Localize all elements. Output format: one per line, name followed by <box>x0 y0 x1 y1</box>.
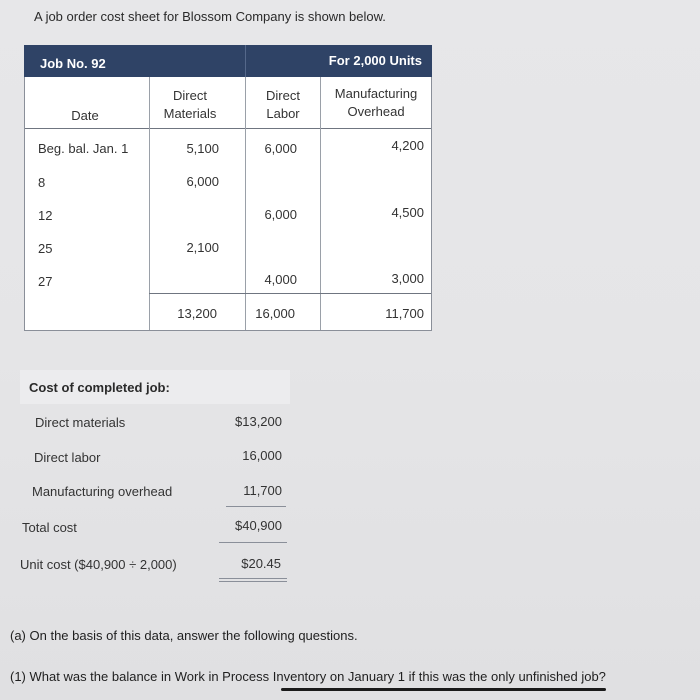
col-header-direct-materials: Direct Materials <box>163 88 217 121</box>
total-dl: 16,000 <box>255 306 295 321</box>
summary-label-total-cost: Total cost <box>22 520 77 535</box>
row-mo: 4,500 <box>391 205 424 220</box>
row-mo: 3,000 <box>391 271 424 286</box>
row-date: 27 <box>38 274 53 289</box>
summary-label-manufacturing-overhead: Manufacturing overhead <box>32 484 173 499</box>
row-dl: 6,000 <box>264 141 297 156</box>
row-dl: 4,000 <box>264 272 297 287</box>
job-number: Job No. 92 <box>40 56 106 71</box>
summary-value-manufacturing-overhead: 11,700 <box>243 483 282 498</box>
row-dm: 2,100 <box>186 240 219 255</box>
total-mo: 11,700 <box>385 306 424 321</box>
col-header-date: Date <box>71 108 99 123</box>
summary-value-unit-cost: $20.45 <box>241 556 281 571</box>
question-1: (1) What was the balance in Work in Process Inventory on January 1 if this was the only unfinished job? <box>10 669 606 684</box>
sheet-header-bar <box>24 45 432 77</box>
summary-label-direct-labor: Direct labor <box>34 450 101 465</box>
row-date: Beg. bal. Jan. 1 <box>38 141 129 156</box>
summary-value-total-cost: $40,900 <box>235 518 282 533</box>
summary-value-direct-materials: $13,200 <box>235 414 282 429</box>
sheet-body <box>24 77 432 331</box>
row-mo: 4,200 <box>391 138 424 153</box>
total-dm: 13,200 <box>177 306 217 321</box>
summary-label-unit-cost: Unit cost ($40,900 ÷ 2,000) <box>20 557 177 572</box>
job-order-cost-sheet <box>24 45 432 332</box>
summary-title: Cost of completed job: <box>29 380 170 395</box>
unit-double-rule-top <box>219 578 287 579</box>
question-a: (a) On the basis of this data, answer the following questions. <box>10 628 358 643</box>
summary-value-direct-labor: 16,000 <box>242 448 282 463</box>
total-rule <box>219 542 287 543</box>
row-date: 25 <box>38 241 53 256</box>
row-date: 12 <box>38 208 53 223</box>
row-dm: 6,000 <box>186 174 219 189</box>
summary-label-direct-materials: Direct materials <box>35 415 126 430</box>
row-dl: 6,000 <box>264 207 297 222</box>
answer-underline[interactable] <box>281 688 606 691</box>
unit-double-rule-bottom <box>219 581 287 582</box>
col-header-direct-labor: Direct Labor <box>266 88 300 121</box>
subtotal-rule <box>226 506 286 507</box>
units-label: For 2,000 Units <box>328 53 422 68</box>
row-dm: 5,100 <box>186 141 219 156</box>
row-date: 8 <box>38 175 46 190</box>
col-header-manufacturing-overhead: Manufacturing Overhead <box>334 86 418 119</box>
intro-text: A job order cost sheet for Blossom Company is shown below. <box>34 9 386 24</box>
summary-header <box>20 370 290 404</box>
